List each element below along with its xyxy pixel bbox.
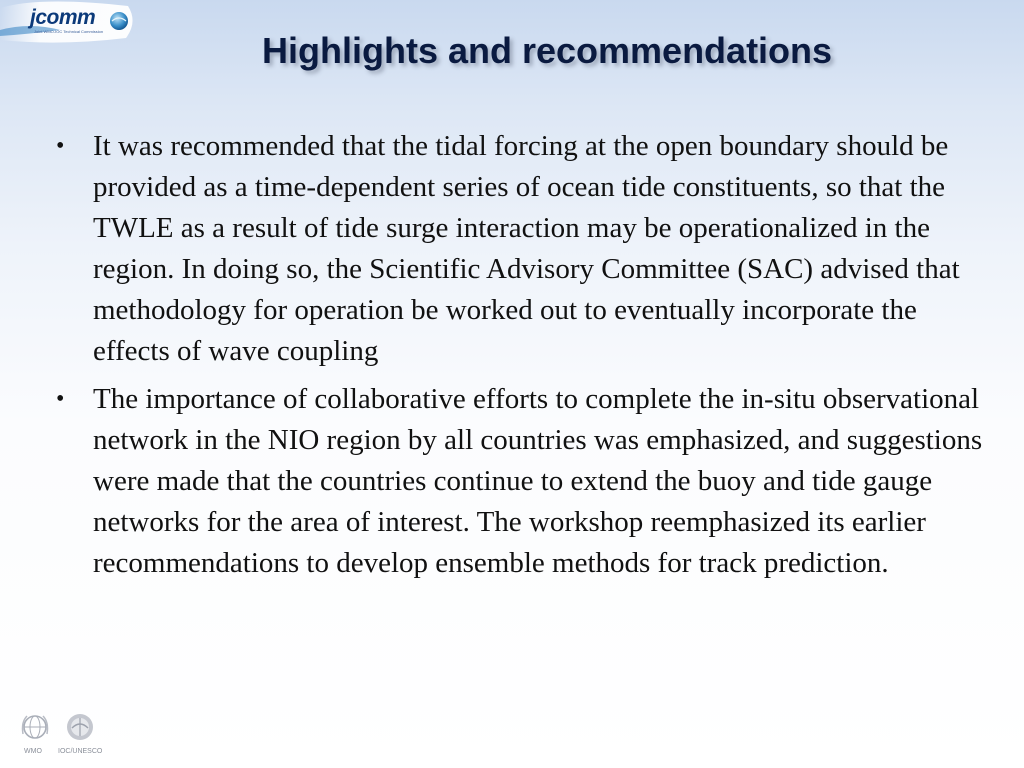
bullet-item-2 <box>56 379 991 584</box>
logo-subtext: Joint WMO-IOC Technical Commission <box>34 29 104 34</box>
ioc-label: IOC/UNESCO <box>58 748 103 755</box>
wmo-emblem <box>20 712 50 755</box>
footer-logos <box>16 712 116 762</box>
logo-text: jcomm <box>30 6 96 29</box>
bullet-marker: • <box>56 386 65 412</box>
bullet-list <box>56 126 991 591</box>
bullet-item-1 <box>56 126 991 372</box>
ioc-emblem-icon <box>64 712 96 746</box>
bullet-marker: • <box>56 133 65 159</box>
wmo-label: WMO <box>24 748 42 755</box>
jcomm-logo <box>0 0 135 44</box>
wmo-emblem-icon <box>20 712 50 746</box>
bullet-text: The importance of collaborative efforts to complete the in-situ observational network in the NIO region by all countries was emphasized, and suggestions were made that the countries continue to extend the buoy and tide gauge networks for the area of interest. The workshop reemphasized its earlier recommendations to develop ensemble methods for track prediction. <box>93 383 983 579</box>
bullet-text: It was recommended that the tidal forcing at the open boundary should be provided as a time-dependent series of ocean tide constituents, so that the TWLE as a result of tide surge interaction may be operationalized in the region. In doing so, the Scientific Advisory Committee (SAC) advised that methodology for operation be worked out to eventually incorporate the effects of wave coupling <box>93 130 960 367</box>
slide-title: Highlights and recommendations <box>262 30 833 71</box>
ioc-emblem <box>58 712 103 755</box>
